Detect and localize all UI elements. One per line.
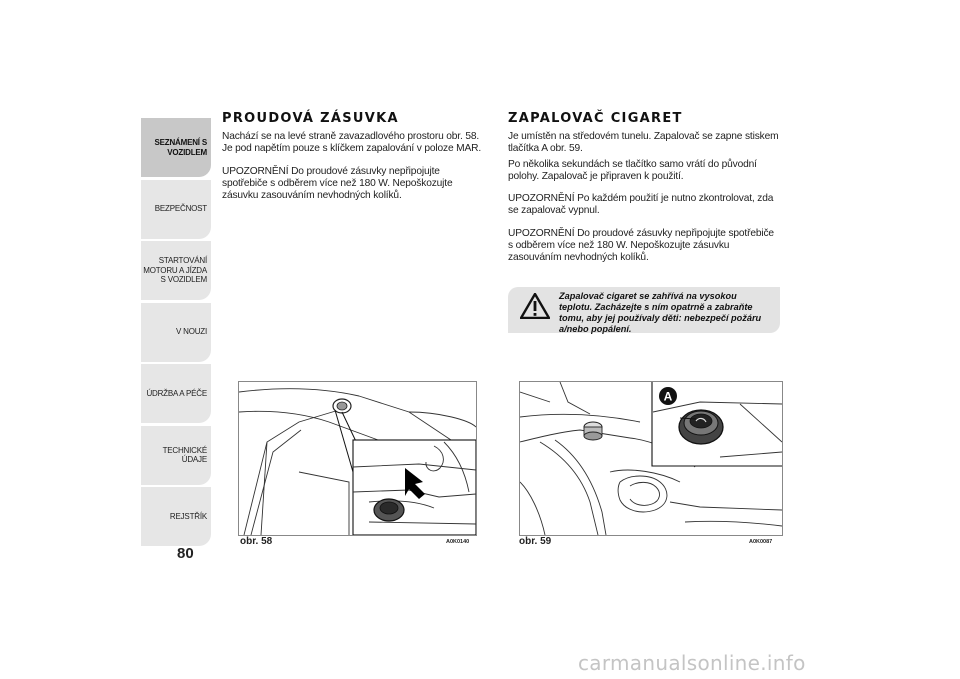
console-illustration — [520, 382, 782, 535]
paragraph: Nachází se na levé straně zavazadlového prostoru obr. 58. Je pod napětím pouze s klíčkem zapalování v poloze MAR. — [222, 131, 482, 155]
figure-cigarette-lighter — [519, 381, 783, 536]
sidebar-tab-seznameni[interactable]: SEZNÁMENÍ S VOZIDLEM — [141, 118, 211, 177]
section-cigarette-lighter — [508, 111, 780, 275]
trunk-illustration — [239, 382, 476, 535]
sidebar-tab-udrzba[interactable]: ÚDRŽBA A PÉČE — [141, 364, 211, 423]
sidebar-tab-v-nouzi[interactable]: V NOUZI — [141, 303, 211, 362]
sidebar-tab-rejstrik[interactable]: REJSTŘÍK — [141, 487, 211, 546]
figure-code: A0K0087 — [749, 539, 773, 545]
section-title: PROUDOVÁ ZÁSUVKA — [222, 111, 399, 126]
warning-text: Zapalovač cigaret se zahřívá na vysokou teplotu. Zacházejte s ním opatrně a zabraňte tomu, aby jej používaly děti: nebezpečí požáru a/nebo popálení. — [559, 291, 762, 334]
sidebar-tab-bezpecnost[interactable]: BEZPEČNOST — [141, 180, 211, 239]
figure-code: A0K0140 — [446, 539, 470, 545]
sidebar-tab-technicke-udaje[interactable]: TECHNICKÉ ÚDAJE — [141, 426, 211, 485]
watermark: carmanualsonline.info — [578, 651, 806, 675]
callout-label-a: A — [663, 389, 673, 404]
page-number: 80 — [177, 545, 194, 562]
paragraph: UPOZORNĚNÍ Do proudové zásuvky nepřipojujte spotřebiče s odběrem více než 180 W. Nepoškozujte zásuvku zasouváním nevhodných kolíků. — [222, 165, 453, 202]
figure-trunk-power-socket — [238, 381, 477, 536]
section-title: ZAPALOVAČ CIGARET — [508, 111, 683, 126]
paragraph: Po několika sekundách se tlačítko samo vrátí do původní polohy. Zapalovač je připraven k použití. — [508, 158, 757, 182]
warning-box — [508, 287, 780, 333]
warning-triangle-icon — [520, 293, 550, 319]
chapter-sidebar — [141, 118, 211, 549]
paragraph: UPOZORNĚNÍ Do proudové zásuvky nepřipojujte spotřebiče s odběrem více než 180 W. Nepoškozujte zásuvku zasouváním nevhodných kolíků. — [508, 227, 774, 264]
paragraph: UPOZORNĚNÍ Po každém použití je nutno zkontrolovat, zda se zapalovač vypnul. — [508, 193, 774, 217]
figure-caption: obr. 58 — [240, 536, 273, 547]
sidebar-tab-startovani[interactable]: STARTOVÁNÍ MOTORU A JÍZDA S VOZIDLEM — [141, 241, 211, 300]
section-power-socket — [222, 111, 484, 212]
figure-caption: obr. 59 — [519, 536, 552, 547]
paragraph: Je umístěn na středovém tunelu. Zapalovač se zapne stiskem tlačítka A obr. 59. — [508, 131, 779, 155]
